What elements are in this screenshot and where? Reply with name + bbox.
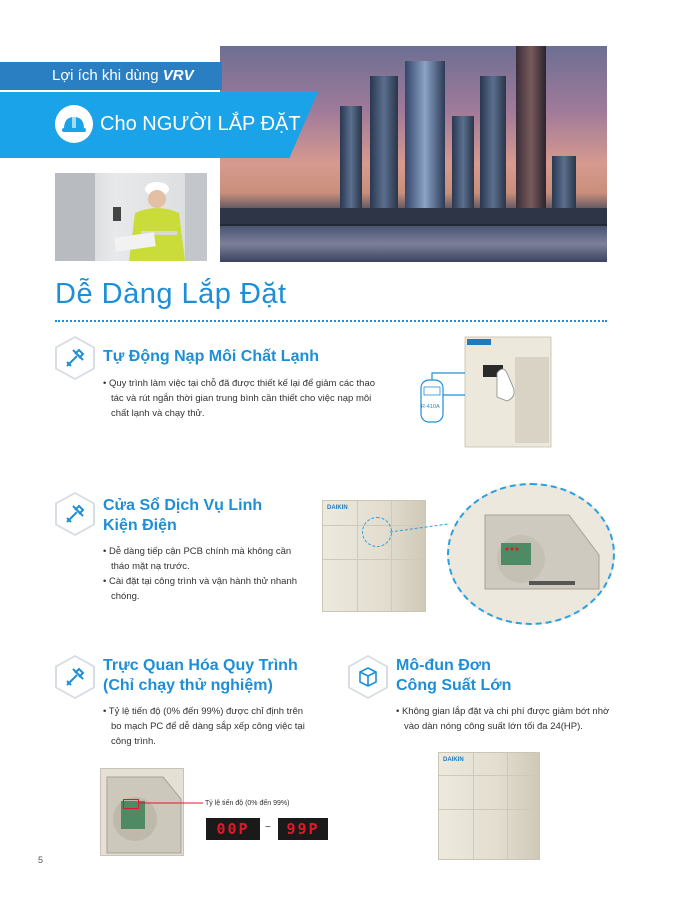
feature-1-text: • Quy trình làm việc tại chỗ đã được thiết kế lại để giảm các thao tác và rút ngắn thời gian trung bình cần thiết cho việc nạp môi chất lạnh và chạy thử.	[103, 378, 376, 419]
progress-connector	[139, 799, 209, 807]
banner-subtitle	[0, 62, 222, 90]
wrench-screwdriver-icon	[55, 336, 95, 380]
progress-end-display: 99P	[278, 818, 328, 840]
feature-2-text: • Dễ dàng tiếp cận PCB chính mà không cần tháo mặt nạ trước. • Cài đặt tại công trình và vận hành thử nhanh chóng.	[103, 546, 298, 602]
section-divider	[55, 320, 607, 322]
page-number: 5	[38, 855, 44, 865]
zoom-marker	[362, 517, 392, 547]
feature-3-text: • Tỷ lệ tiến độ (0% đến 99%) được chỉ định trên bo mạch PC để dễ dàng sắp xếp công việc tại công trình.	[103, 706, 305, 747]
wrench-screwdriver-icon	[55, 655, 95, 699]
banner-title-lead: Cho	[100, 113, 143, 135]
large-outdoor-unit-image: DAIKIN	[438, 752, 540, 860]
progress-marker	[123, 799, 139, 809]
feature-3-title: Trực Quan Hóa Quy Trình (Chỉ chạy thử nghiệm)	[103, 657, 298, 694]
feature-4-bullet-1: Không gian lắp đặt và chi phí được giảm bớt nhờ vào dàn nóng công suất lớn tối đa 24(HP).	[401, 706, 610, 732]
banner-prefix: Lợi ích khi dùng	[52, 67, 163, 84]
progress-start-display: 00P	[206, 818, 260, 840]
pcb-zoom-circle	[447, 483, 615, 625]
wrench-screwdriver-icon	[55, 492, 95, 536]
feature-2-bullet-2: Cài đặt tại công trình và vận hành thử nhanh chóng.	[108, 576, 298, 602]
banner-brand: VRV	[162, 67, 194, 84]
banner-title	[100, 113, 301, 136]
pcb-panel-image	[100, 768, 184, 856]
worker-photo	[55, 173, 207, 261]
hard-hat-icon	[55, 105, 93, 143]
section-title: Dễ Dàng Lắp Đặt	[55, 278, 287, 310]
banner-title-main: NGƯỜI LẮP ĐẶT	[142, 113, 301, 135]
outdoor-unit-image: DAIKIN	[322, 500, 426, 612]
feature-1-bullet-1: Quy trình làm việc tại chỗ đã được thiết kế lại để giảm các thao tác và rút ngắn thời gian trung bình cần thiết cho việc nạp môi chất lạnh và chạy thử.	[108, 378, 376, 419]
progress-separator: ~	[265, 822, 271, 833]
feature-4-title: Mô-đun Đơn Công Suất Lớn	[396, 657, 512, 694]
feature-3-bullet-1: Tỷ lệ tiến độ (0% đến 99%) được chỉ định trên bo mạch PC để dễ dàng sắp xếp công việc tại công trình.	[108, 706, 305, 747]
auto-charge-illustration	[415, 335, 555, 460]
feature-2-bullet-1: Dễ dàng tiếp cận PCB chính mà không cần tháo mặt nạ trước.	[108, 546, 292, 572]
zoom-connector	[390, 520, 450, 540]
feature-2-title: Cửa Sổ Dịch Vụ Linh Kiện Điện	[103, 497, 263, 534]
feature-1-title: Tự Động Nạp Môi Chất Lạnh	[103, 348, 320, 365]
progress-label: Tỷ lệ tiến độ (0% đến 99%)	[205, 800, 290, 807]
refrigerant-label: R-410A	[421, 404, 440, 410]
cube-icon	[348, 655, 388, 699]
feature-4-text: • Không gian lắp đặt và chi phí được giảm bớt nhờ vào dàn nóng công suất lớn tối đa 24(HP).	[396, 706, 610, 732]
